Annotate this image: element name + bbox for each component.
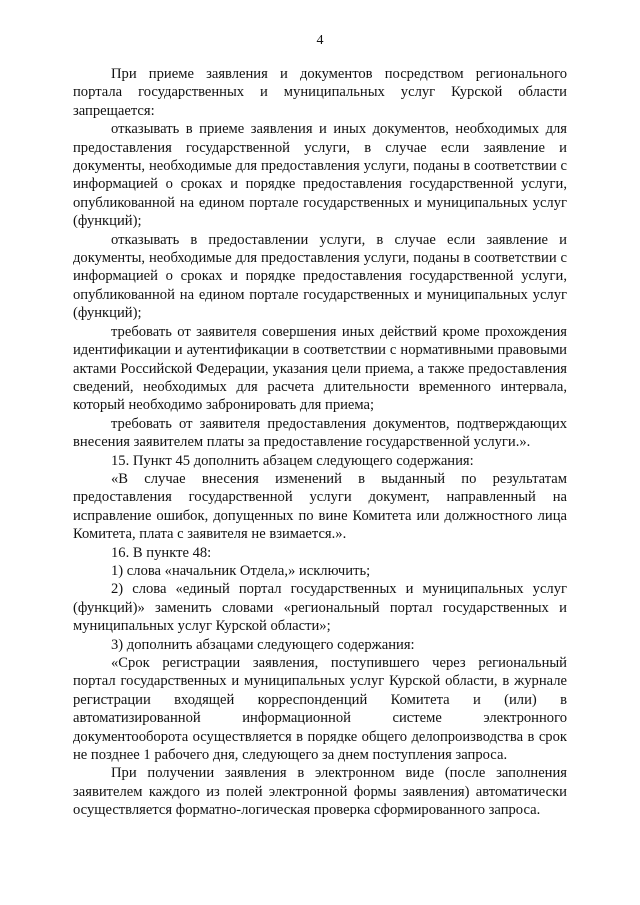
- paragraph: требовать от заявителя совершения иных действий кроме прохождения идентификации и аутентификации в соответствии с нормативными правовыми актами Российской Федерации, указания цели приема, а также предоставления сведений, необходимых для расчета длительности временного интервала, который необходимо забронировать для приема;: [73, 323, 567, 414]
- paragraph: При получении заявления в электронном виде (после заполнения заявителем каждого из полей электронной формы заявления) автоматически осуществляется форматно-логическая проверка сформированного запроса.: [73, 765, 567, 819]
- paragraph: 16. В пункте 48:: [111, 544, 212, 561]
- paragraph: 15. Пункт 45 дополнить абзацем следующего содержания:: [111, 452, 474, 469]
- document-body: [73, 65, 567, 820]
- paragraph: 2) слова «единый портал государственных и муниципальных услуг (функций)» заменить словами «региональный портал государственных и муниципальных услуг Курской области»;: [73, 581, 567, 635]
- paragraph: При приеме заявления и документов посредством регионального портала государственных и муниципальных услуг Курской области запрещается:: [73, 66, 567, 119]
- paragraph: 1) слова «начальник Отдела,» исключить;: [111, 562, 371, 579]
- paragraph: 3) дополнить абзацами следующего содержания:: [111, 636, 415, 653]
- paragraph: «Срок регистрации заявления, поступившего через региональный портал государственных и муниципальных услуг Курской области, в журнале регистрации входящей корреспонденций Комитета и (или) в автоматизированной информационной системе электронного документооборота осуществляется в порядке общего делопроизводства в срок не позднее 1 рабочего дня, следующего за днем поступления запроса.: [73, 655, 567, 764]
- paragraph: отказывать в приеме заявления и иных документов, необходимых для предоставления государственной услуги, в случае если заявление и документы, необходимые для предоставления услуги, поданы в соответствии с информацией о сроках и порядке предоставления государственной услуги, опубликованной на едином портале государственных и муниципальных услуг (функций);: [73, 121, 567, 230]
- paragraph: требовать от заявителя предоставления документов, подтверждающих внесения заявителем платы за предоставление государственной услуги.».: [73, 415, 567, 451]
- paragraph: «В случае внесения изменений в выданный по результатам предоставления государственной услуги документ, направленный на исправление ошибок, допущенных по вине Комитета или должностного лица Комитета, плата с заявителя не взимается.».: [73, 470, 567, 543]
- paragraph: отказывать в предоставлении услуги, в случае если заявление и документы, необходимые для предоставления услуги, поданы в соответствии с информацией о сроках и порядке предоставления государственной услуги, опубликованной на едином портале государственных и муниципальных услуг (функций);: [73, 231, 567, 322]
- page-number: 4: [316, 33, 324, 48]
